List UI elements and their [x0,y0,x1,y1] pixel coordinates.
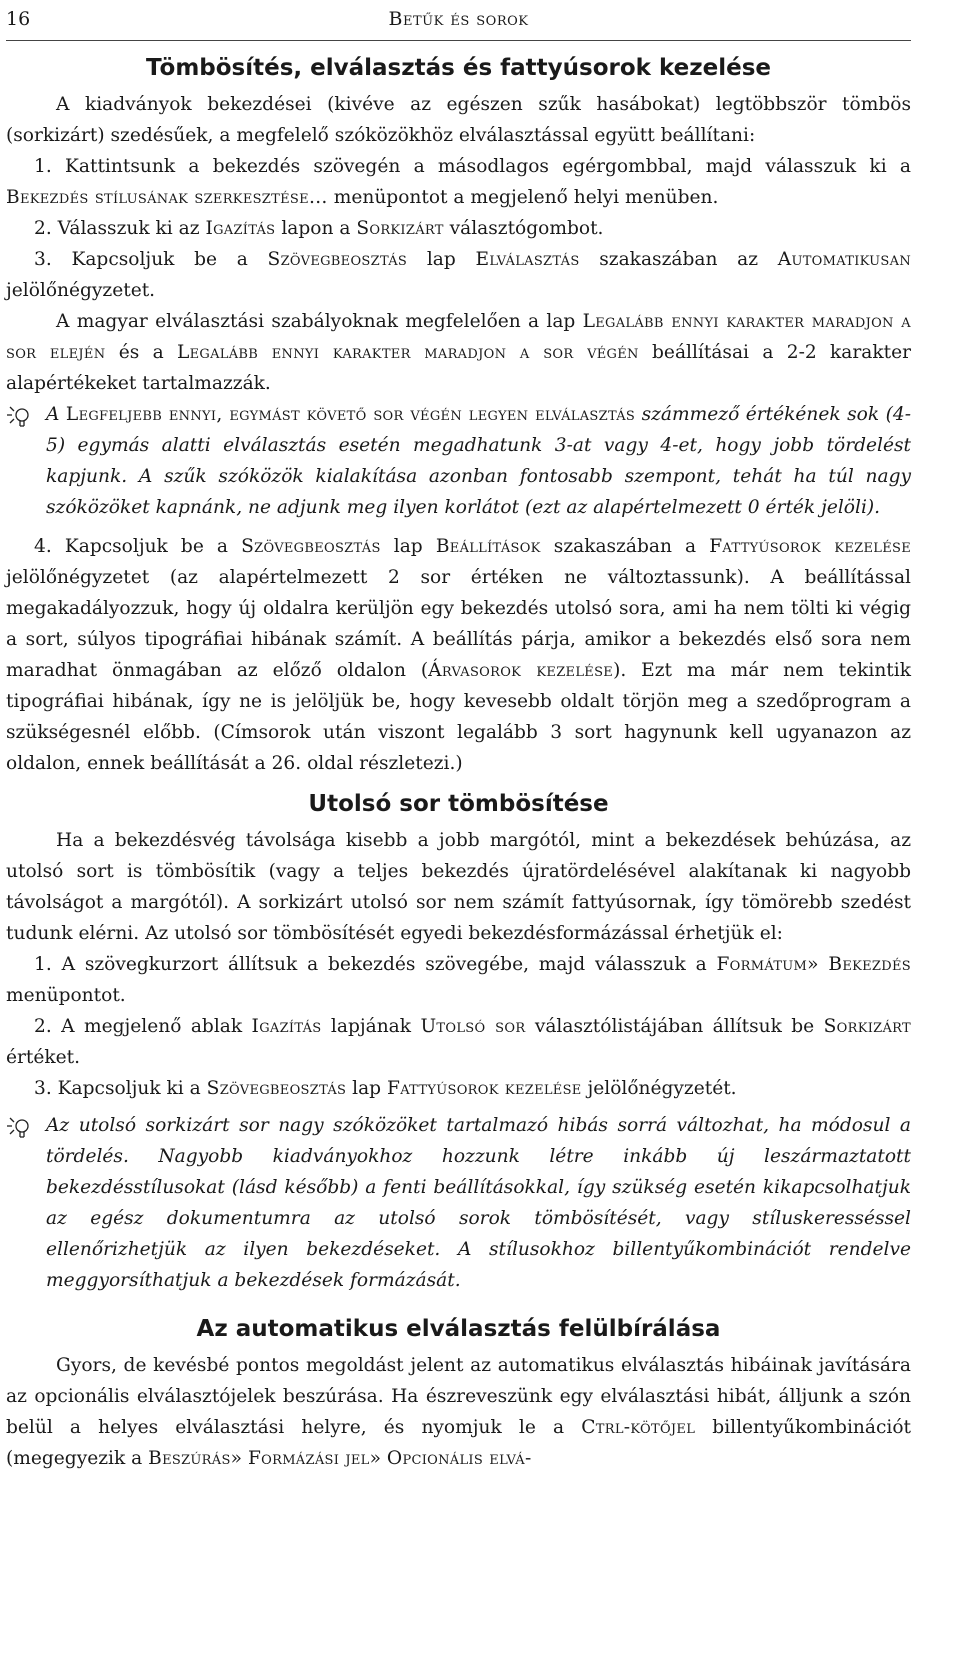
menu-ref: Opcionális elvá- [386,1448,532,1469]
section-heading-override: Az automatikus elválasztás felülbírálása [196,1316,721,1342]
running-head [6,0,911,41]
option-ref: Árvasorok kezelése [428,660,614,681]
step-3: 3. Kapcsoljuk ki a Szövegbeosztás lap Fattyúsorok kezelése jelölőnégyzetét. [34,1078,737,1099]
key-ref: Ctrl-kötőjel [581,1417,696,1438]
page-number: 16 [6,8,31,30]
option-ref: Fattyúsorok kezelése [709,536,911,557]
section1-paragraph: A magyar elválasztási szabályoknak megfelelően a lap Legalább ennyi karakter maradjon a sor elején és a Legalább ennyi karakter maradjon a sor végén beállításai a 2-2 karakter alapértékeket tartalmazzák. [6,311,911,394]
document-page [6,0,911,1474]
section3-paragraph: Gyors, de kevésbé pontos megoldást jelent az automatikus elválasztás hibáinak javítására az opcionális elválasztójelek beszúrása. Ha észreveszünk egy elválasztási hibát, álljunk a szón belül a helyes elválasztási helyre, és nyomjuk le a Ctrl-kötőjel billentyűkombinációt (megegyezik a Beszúrás» Formázási jel» Opcionális elvá- [6,1355,911,1469]
section-ref: Elválasztás [475,249,580,270]
step-1: 1. A szövegkurzort állítsuk a bekezdés szövegébe, majd válasszuk a Formátum» Bekezdés menüpontot. [6,954,911,1006]
tip-text: A Legfeljebb ennyi, egymást követő sor végén legyen elválasztás számmező értékének sok (4-5) egymás alatti elválasztás esetén megadhatunk 3-at vagy 4-et, hogy jobb tördelést kapjunk. A szűk szóközök kialakítása azonban fontosabb szempont, tehát ha túl nagy szóközöket kapnánk, ne adjunk meg ilyen korlátot (ezt az alapértelmezett 0 érték jelöli). [46,404,911,518]
lightbulb-icon [6,1110,46,1144]
section1-steps [6,151,911,306]
lightbulb-icon [6,399,46,433]
field-ref: Legfeljebb ennyi, egymást követő sor végén legyen elválasztás [65,404,636,425]
tip-box [6,1110,911,1296]
option-ref: Legalább ennyi karakter maradjon a sor elején [6,311,911,363]
menu-ref: Beszúrás [148,1448,231,1469]
option-ref: Sorkizárt [356,218,444,239]
step-3: 3. Kapcsoljuk be a Szövegbeosztás lap Elválasztás szakaszában az Automatikusan jelölőnégyzetet. [6,249,911,301]
tab-ref: Szövegbeosztás [206,1078,347,1099]
running-title: Betűk és sorok [388,8,529,30]
step-4: 4. Kapcsoljuk be a Szövegbeosztás lap Beállítások szakaszában a Fattyúsorok kezelése jelölőnégyzetet (az alapértelmezett 2 sor értéken ne változtassunk). A beállítással megakadályozzuk, hogy új oldalra kerüljön egy bekezdés utolsó sora, ami ha nem tölti ki végig a sort, súlyos tipográfiai hibának számít. A beállítás párja, amikor a bekezdés első sora nem maradhat önmagában az előző oldalon (Árvasorok kezelése). Ezt ma már nem tekintik tipográfiai hibának, így ne is jelöljük be, hogy kevesebb oldalt törjön meg a szedőprogram a szükségesnél előbb. (Címsorok után viszont legalább 3 sort hagynunk kell ugyanazon az oldalon, ennek beállítását a 26. oldal részletezi.) [6,536,911,774]
section2-steps [6,949,911,1104]
section-heading-justification: Tömbösítés, elválasztás és fattyúsorok kezelése [145,55,771,81]
tab-ref: Szövegbeosztás [241,536,381,557]
section1-steps-cont [6,531,911,779]
section-ref: Beállítások [435,536,541,557]
tip-text: Az utolsó sorkizárt sor nagy szóközöket tartalmazó hibás sorrá változhat, ha módosul a tördelés. Nagyobb kiadványokhoz hozzunk létre inkább új leszármaztatott bekezdésstílusokat (lásd később) a fenti beállításokkal, így szükség esetén kikapcsolhatjuk az egész dokumentumra az utolsó sorok tömbösítését, vagy stíluskeresséssel ellenőrizhetjük az ilyen bekezdéseket. A stílusokhoz billentyűkombinációt rendelve meggyorsíthatjuk a bekezdések formázását. [46,1115,911,1291]
tab-ref: Igazítás [205,218,276,239]
option-ref: Legalább ennyi karakter maradjon a sor végén [177,342,639,363]
option-ref: Automatikusan [777,249,911,270]
menu-ref: Bekezdés stílusának szerkesztése… [6,187,328,208]
step-2: 2. A megjelenő ablak Igazítás lapjának Utolsó sor választólistájában állítsuk be Sorkizárt értéket. [6,1016,911,1068]
option-ref: Sorkizárt [823,1016,911,1037]
section-heading-last-line: Utolsó sor tömbösítése [308,791,609,817]
option-ref: Utolsó sor [420,1016,526,1037]
step-2: 2. Válasszuk ki az Igazítás lapon a Sorkizárt választógombot. [34,218,604,239]
section1-intro: A kiadványok bekezdései (kivéve az egészen szűk hasábokat) legtöbbször tömbös (sorkizárt) szedésűek, a megfelelő szóközökhöz elválasztással együtt beállítani: [6,94,911,146]
menu-ref: Bekezdés [828,954,911,975]
tab-ref: Igazítás [251,1016,322,1037]
step-1: 1. Kattintsunk a bekezdés szövegén a másodlagos egérgombbal, majd válasszuk ki a Bekezdés stílusának szerkesztése… menüpontot a megjelenő helyi menüben. [6,156,911,208]
tip-box [6,399,911,523]
menu-ref: Formátum [716,954,808,975]
option-ref: Fattyúsorok kezelése [387,1078,582,1099]
menu-ref: Formázási jel [247,1448,370,1469]
section2-intro: Ha a bekezdésvég távolsága kisebb a jobb margótól, mint a bekezdések behúzása, az utolsó sort is tömbösítik (vagy a teljes bekezdés újratördelésével alakítanak ki nagyobb távolságot a margótól). A sorkizárt utolsó sor nem számít fattyúsornak, így tömörebb szedést tudunk elérni. Az utolsó sor tömbösítését egyedi bekezdésformázással érhetjük el: [6,830,911,944]
tab-ref: Szövegbeosztás [267,249,408,270]
